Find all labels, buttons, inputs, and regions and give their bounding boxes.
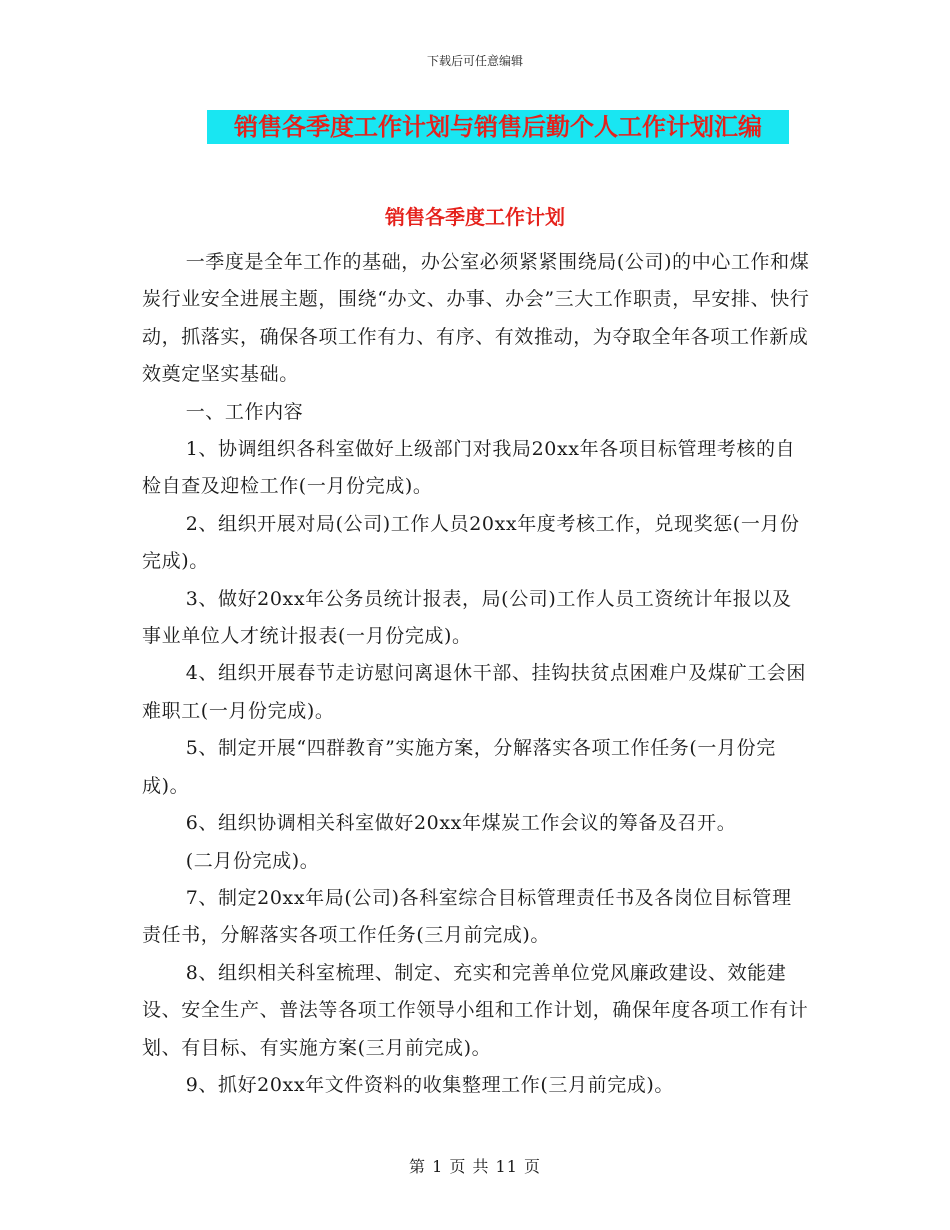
paragraph-intro: 一季度是全年工作的基础，办公室必须紧紧围绕局(公司)的中心工作和煤炭行业安全进展主题，围绕“办文、办事、办会”三大工作职责，早安排、快行动，抓落实，确保各项工作有力、有序、有效推动，为夺取全年各项工作新成效奠定坚实基础。 (142, 251, 810, 386)
paragraph-item-4: 4、组织开展春节走访慰问离退休干部、挂钩扶贫点困难户及煤矿工会困难职工(一月份完成)。 (142, 662, 806, 722)
page-header: 下载后可任意编辑 (426, 54, 523, 68)
paragraph-heading-work-content: 一、工作内容 (185, 400, 304, 423)
paragraph-item-7: 7、制定20xx年局(公司)各科室综合目标管理责任书及各岗位目标管理责任书，分解落实各项工作任务(三月前完成)。 (142, 886, 792, 947)
page-number: 第 1 页 共 11 页 (409, 1157, 541, 1176)
paragraph-item-6: 6、组织协调相关科室做好20xx年煤炭工作会议的筹备及召开。 (185, 812, 737, 835)
document-title: 销售各季度工作计划与销售后勤个人工作计划汇编 (234, 112, 762, 141)
document-body (142, 244, 810, 1104)
paragraph-item-9: 9、抓好20xx年文件资料的收集整理工作(三月前完成)。 (185, 1073, 675, 1096)
document-title-highlight (207, 110, 789, 144)
paragraph-item-1: 1、协调组织各科室做好上级部门对我局20xx年各项目标管理考核的自检自查及迎检工作(一月份完成)。 (142, 438, 796, 498)
paragraph-item-3: 3、做好20xx年公务员统计报表，局(公司)工作人员工资统计年报以及事业单位人才统计报表(一月份完成)。 (142, 587, 792, 648)
paragraph-item-6-note: (二月份完成)。 (185, 849, 320, 872)
section-title: 销售各季度工作计划 (385, 205, 565, 229)
paragraph-item-8: 8、组织相关科室梳理、制定、充实和完善单位党风廉政建设、效能建设、安全生产、普法等各项工作领导小组和工作计划，确保年度各项工作有计划、有目标、有实施方案(三月前完成)。 (142, 961, 809, 1059)
paragraph-item-5: 5、制定开展“四群教育”实施方案，分解落实各项工作任务(一月份完成)。 (142, 737, 776, 797)
paragraph-item-2: 2、组织开展对局(公司)工作人员20xx年度考核工作，兑现奖惩(一月份完成)。 (142, 512, 800, 573)
